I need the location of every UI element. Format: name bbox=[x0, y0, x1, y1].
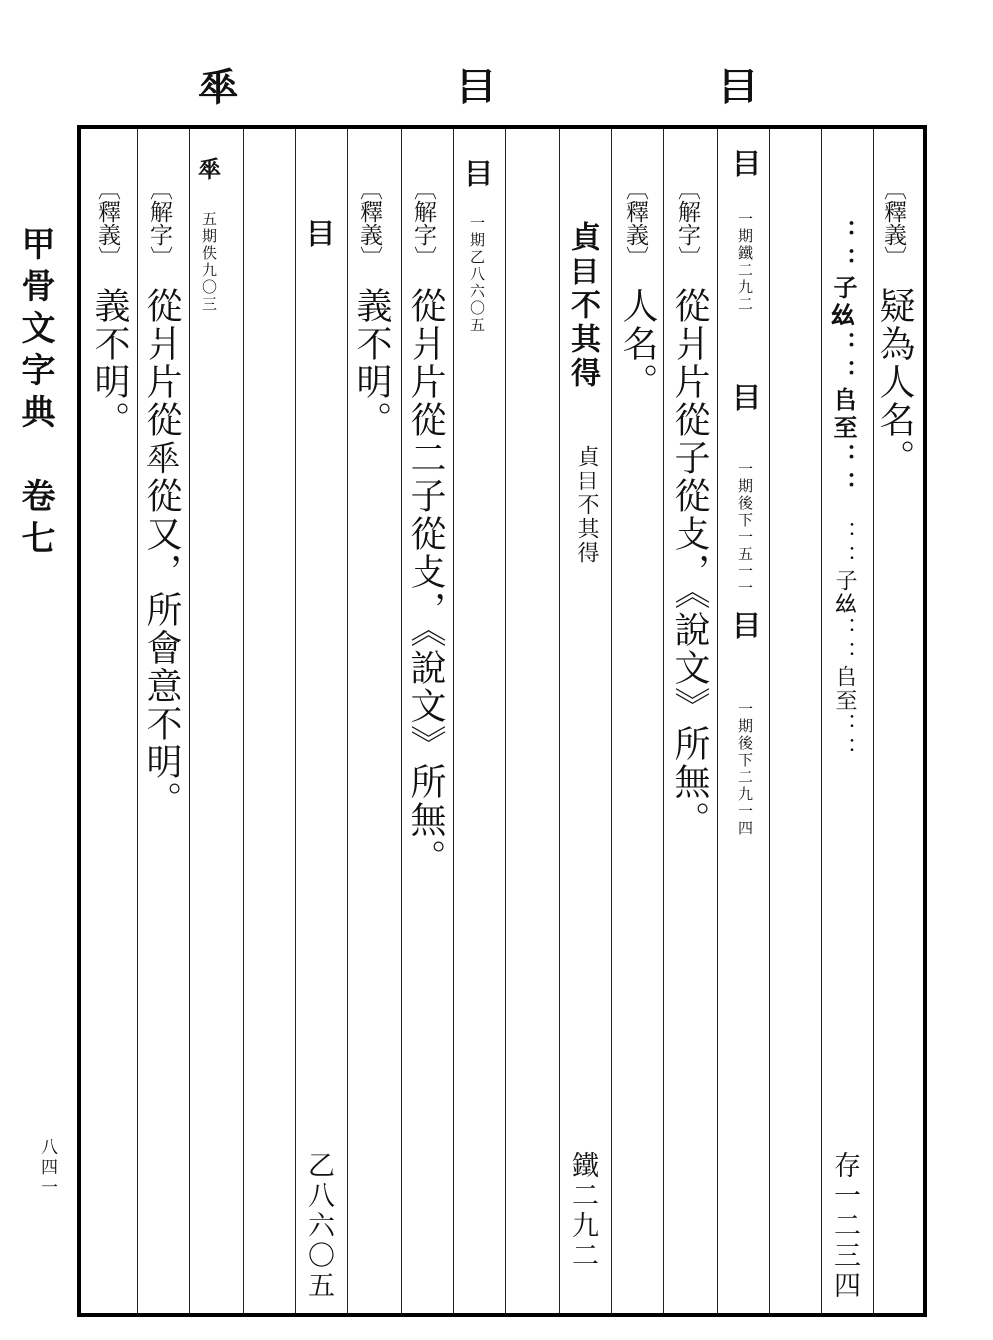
gloss-text: 義不明。 bbox=[89, 287, 130, 439]
variant-glyph: 𤕪 bbox=[727, 609, 762, 643]
source-ref: 鐵二九二 bbox=[567, 1151, 598, 1271]
page-number: 八四一 bbox=[37, 1138, 57, 1198]
inscription-fragment: ：：子𢆶：：𠂤至：： bbox=[829, 219, 858, 499]
head-glyph-left: 𠦬 bbox=[197, 64, 233, 111]
gloss-text: 人名。 bbox=[617, 287, 658, 401]
source-ref: 乙八六〇五 bbox=[303, 1151, 334, 1301]
variant-ref: 五期佚九〇三 bbox=[200, 211, 218, 313]
gloss-text: 疑為人名。 bbox=[874, 287, 915, 477]
analysis-label: 〔解字〕 bbox=[674, 177, 700, 269]
variant-glyph: 𠦬 bbox=[195, 155, 224, 183]
page-frame bbox=[77, 125, 927, 1317]
variant-glyph: 𤕪 bbox=[727, 381, 762, 415]
gloss-label: 〔釋義〕 bbox=[880, 177, 906, 269]
inscription-fragment-b: ：：子𢆶：：𠂤至：： bbox=[832, 521, 857, 761]
variant-glyph: 𤕪 bbox=[459, 157, 494, 191]
analysis-label: 〔解字〕 bbox=[410, 177, 436, 269]
analysis-label: 〔解字〕 bbox=[146, 177, 172, 269]
inscription-glyph: 𤕪 bbox=[301, 217, 336, 251]
variant-glyph: 𤕪 bbox=[727, 147, 762, 181]
variant-ref: 一期乙八六〇五 bbox=[468, 215, 486, 334]
gloss-label: 〔釋義〕 bbox=[94, 177, 120, 269]
source-ref: 存一二三四 bbox=[829, 1151, 860, 1301]
head-glyph-middle: 𤕪 bbox=[455, 64, 491, 111]
variant-ref: 一期鐵二九二 bbox=[736, 211, 754, 313]
gloss-label: 〔釋義〕 bbox=[356, 177, 382, 269]
inscription-transcription: 貞𤕪不其得 bbox=[574, 445, 599, 565]
analysis-text: 從爿片從子從攴，《說文》所無。 bbox=[669, 287, 710, 839]
analysis-text: 從爿片從𠦬從又，所會意不明。 bbox=[141, 287, 182, 819]
inscription-glyphs: 貞𤕪不其得 bbox=[565, 221, 600, 391]
running-head: 甲骨文字典 卷七 bbox=[15, 226, 55, 562]
gloss-label: 〔釋義〕 bbox=[622, 177, 648, 269]
variant-ref: 一期後下一五一一 bbox=[736, 461, 754, 597]
head-glyph-right: 𤕪 bbox=[717, 64, 753, 111]
variant-ref: 一期後下二九一四 bbox=[736, 701, 754, 837]
analysis-text: 從爿片從二子從攴，《說文》所無。 bbox=[405, 287, 446, 877]
gloss-text: 義不明。 bbox=[351, 287, 392, 439]
